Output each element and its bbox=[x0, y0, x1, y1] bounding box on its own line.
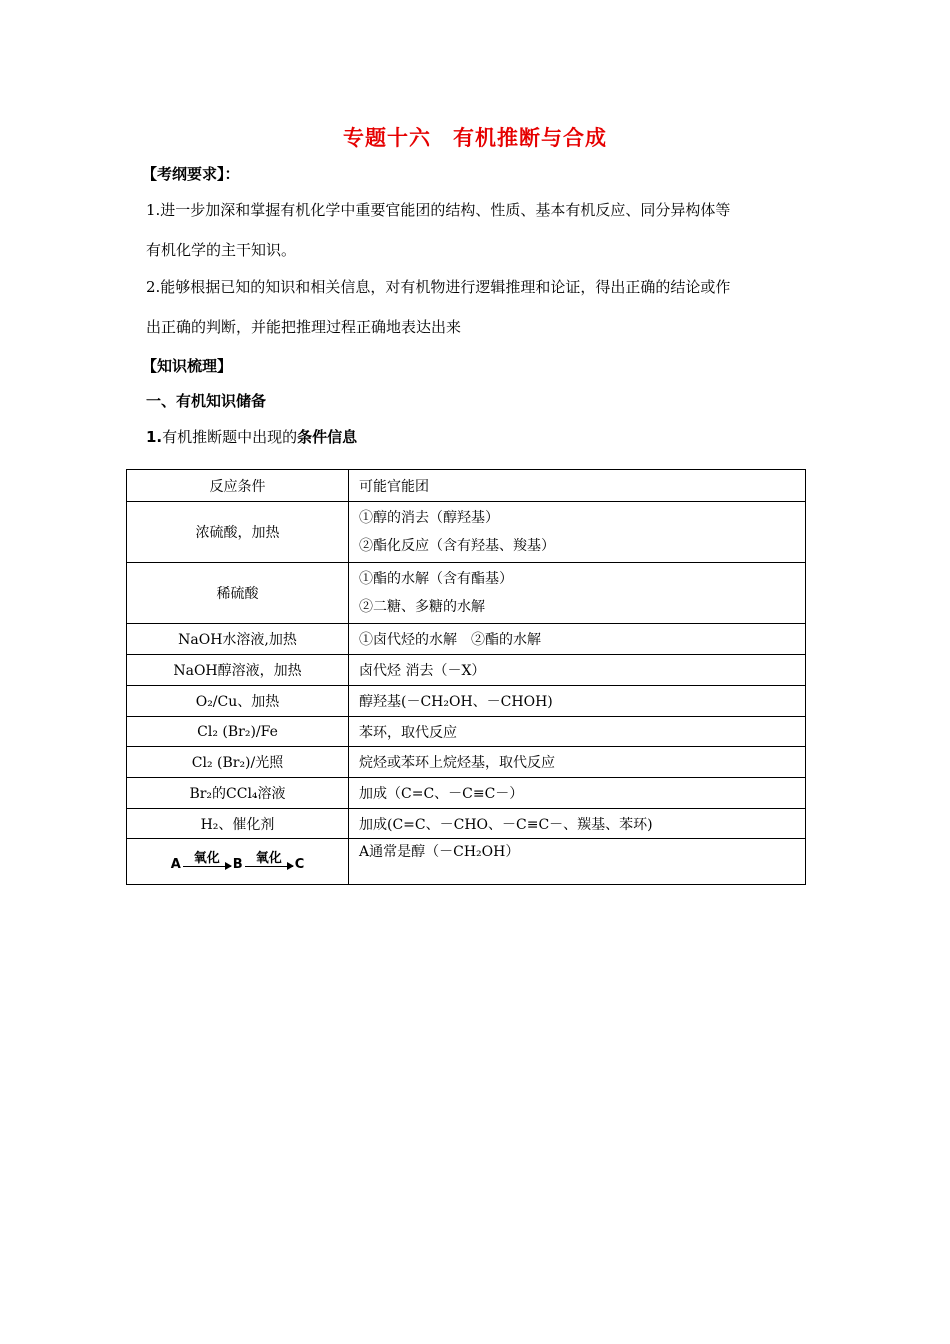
row-groups: 加成（C=C、－C≡C－） bbox=[349, 778, 806, 809]
table-row-oxidation bbox=[127, 839, 806, 885]
table-row bbox=[127, 778, 806, 809]
arrow-label: 氧化 bbox=[193, 850, 220, 866]
item-1-number: 1. bbox=[146, 428, 163, 446]
requirement-1-line-2: 有机化学的主干知识。 bbox=[146, 241, 297, 259]
page-title: 专题十六 有机推断与合成 bbox=[343, 126, 607, 150]
node-b: B bbox=[232, 856, 243, 872]
group-line: ②二糖、多糖的水解 bbox=[359, 599, 485, 615]
requirement-2-line-2: 出正确的判断，并能把推理过程正确地表达出来 bbox=[146, 318, 462, 336]
row-groups bbox=[349, 502, 806, 563]
row-groups: 卤代烃 消去（－X） bbox=[349, 655, 806, 686]
row-condition: 稀硫酸 bbox=[127, 563, 349, 624]
row-condition: Cl₂ (Br₂)/光照 bbox=[127, 747, 349, 778]
row-groups: ①卤代烃的水解 ②酯的水解 bbox=[349, 624, 806, 655]
section-heading-requirements: 【考纲要求】： bbox=[142, 165, 240, 183]
row-condition: Br₂的CCl₄溶液 bbox=[127, 778, 349, 809]
table-header-row bbox=[127, 470, 806, 502]
part-heading-organic-knowledge: 一、有机知识储备 bbox=[146, 392, 267, 410]
table-row bbox=[127, 624, 806, 655]
conditions-table bbox=[126, 469, 806, 885]
arrow-right-icon bbox=[245, 866, 293, 867]
requirement-2-line-1: 2.能够根据已知的知识和相关信息，对有机物进行逻辑推理和论证，得出正确的结论或作 bbox=[146, 278, 731, 296]
row-condition: O₂/Cu、加热 bbox=[127, 686, 349, 717]
row-groups: 烷烃或苯环上烷烃基，取代反应 bbox=[349, 747, 806, 778]
table-row bbox=[127, 717, 806, 747]
table-row bbox=[127, 809, 806, 839]
table-row bbox=[127, 563, 806, 624]
oxidation-diagram bbox=[135, 852, 340, 872]
node-c: C bbox=[294, 856, 305, 872]
group-line: ①醇的消去（醇羟基） bbox=[359, 510, 499, 526]
header-groups: 可能官能团 bbox=[349, 470, 806, 502]
arrow-oxidation-2 bbox=[245, 852, 293, 872]
row-groups: 加成(C=C、－CHO、－C≡C－、羰基、苯环) bbox=[349, 809, 806, 839]
table-row bbox=[127, 686, 806, 717]
item-1-heading bbox=[146, 426, 357, 447]
row-groups bbox=[349, 563, 806, 624]
arrow-right-icon bbox=[183, 866, 231, 867]
row-groups: A通常是醇（－CH₂OH） bbox=[349, 839, 806, 885]
group-line: ②酯化反应（含有羟基、羧基） bbox=[359, 538, 555, 554]
row-groups: 醇羟基(－CH₂OH、－CHOH) bbox=[349, 686, 806, 717]
requirement-1-line-1: 1.进一步加深和掌握有机化学中重要官能团的结构、性质、基本有机反应、同分异构体等 bbox=[146, 201, 731, 219]
row-condition: Cl₂ (Br₂)/Fe bbox=[127, 717, 349, 747]
row-condition: H₂、催化剂 bbox=[127, 809, 349, 839]
section-heading-knowledge: 【知识梳理】 bbox=[142, 357, 233, 375]
node-a: A bbox=[170, 856, 181, 872]
table-row bbox=[127, 502, 806, 563]
item-1-bold-text: 条件信息 bbox=[297, 428, 358, 446]
table-row bbox=[127, 655, 806, 686]
group-line: ①酯的水解（含有酯基） bbox=[359, 571, 513, 587]
header-condition: 反应条件 bbox=[127, 470, 349, 502]
row-groups: 苯环，取代反应 bbox=[349, 717, 806, 747]
row-condition: NaOH水溶液,加热 bbox=[127, 624, 349, 655]
table-row bbox=[127, 747, 806, 778]
oxidation-diagram-cell bbox=[127, 839, 349, 885]
row-condition: NaOH醇溶液，加热 bbox=[127, 655, 349, 686]
item-1-text: 有机推断题中出现的 bbox=[162, 428, 298, 446]
arrow-oxidation-1 bbox=[183, 852, 231, 872]
arrow-label: 氧化 bbox=[255, 850, 282, 866]
row-condition: 浓硫酸，加热 bbox=[127, 502, 349, 563]
